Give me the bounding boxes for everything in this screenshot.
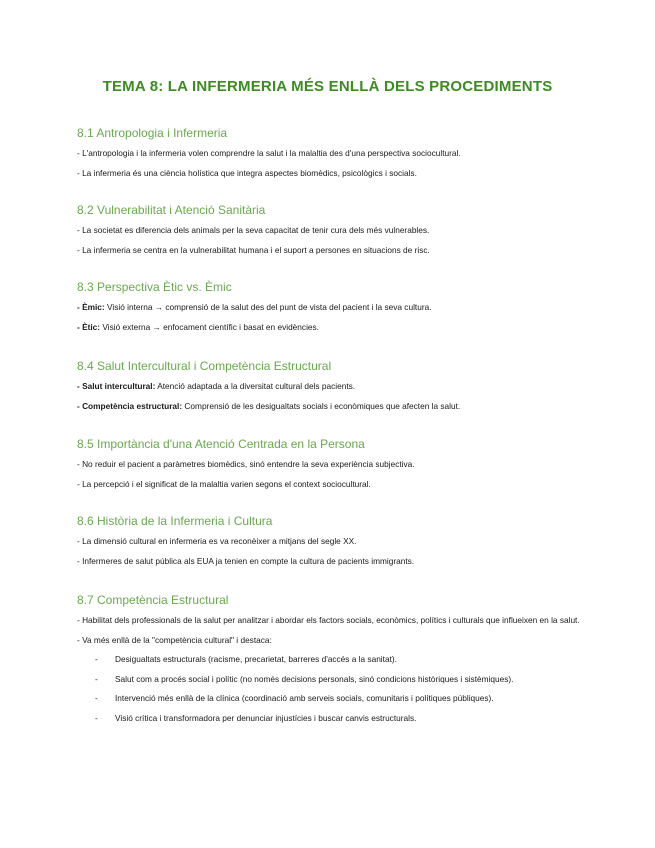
term-text: Visió externa → enfocament científic i basat en evidències. — [100, 321, 319, 332]
bullet-line — [77, 397, 582, 417]
section-8-6 — [77, 512, 582, 571]
section-heading: 8.1 Antropologia i Infermeria — [77, 126, 228, 140]
page-title: TEMA 8: LA INFERMERIA MÉS ENLLÀ DELS PROCEDIMENTS — [102, 78, 553, 95]
bullet-line: - La dimensió cultural en infermeria es va reconèixer a mitjans del segle XX. — [77, 536, 357, 546]
term-label: - Competència estructural: — [77, 400, 183, 411]
sub-item-text: Salut com a procés social i polític (no només decisions personals, sinó condicions històriques i sistèmiques). — [115, 673, 514, 684]
section-8-5 — [77, 435, 582, 494]
sub-list-item — [77, 650, 582, 670]
section-heading: 8.6 Història de la Infermeria i Cultura — [77, 514, 273, 528]
term-text: Comprensió de les desigualtats socials i econòmiques que afecten la salut. — [182, 400, 461, 411]
bullet-line: - L'antropologia i la infermeria volen comprendre la salut i la malaltia des d'una perspectiva sociocultural. — [77, 148, 461, 158]
section-8-2 — [77, 201, 582, 260]
section-heading: 8.5 Importància d'una Atenció Centrada en la Persona — [77, 437, 365, 451]
sub-item-text: Desigualtats estructurals (racisme, precarietat, barreres d'accés a la sanitat). — [115, 654, 397, 664]
sub-item-dash: - — [95, 693, 98, 703]
section-heading: 8.4 Salut Intercultural i Competència Estructural — [77, 359, 332, 373]
term-text: Visió interna → comprensió de la salut des del punt de vista del pacient i la seva cultura. — [104, 302, 432, 312]
section-heading: 8.2 Vulnerabilitat i Atenció Sanitària — [77, 203, 266, 217]
section-heading: 8.7 Competència Estructural — [77, 593, 229, 607]
sub-list-item — [77, 670, 582, 690]
bullet-line — [77, 318, 582, 338]
sub-item-text: Visió crítica i transformadora per denunciar injustícies i buscar canvis estructurals. — [115, 712, 417, 723]
bullet-line: - La infermeria és una ciència holística que integra aspectes biomèdics, psicològics i socials. — [77, 167, 417, 178]
bullet-line — [77, 298, 582, 318]
bullet-line: - Va més enllà de la "competència cultural" i destaca: — [77, 634, 272, 645]
section-8-1 — [77, 124, 582, 183]
bullet-line: - Infermeres de salut pública als EUA ja tenien en compte la cultura de pacients immigrants. — [77, 555, 415, 566]
sub-list-item — [77, 709, 582, 729]
term-label: - Èmic: — [77, 302, 105, 312]
bullet-line: - La infermeria se centra en la vulnerabilitat humana i el suport a persones en situacions de risc. — [77, 244, 430, 255]
term-label: - Salut intercultural: — [77, 381, 156, 391]
bullet-line: - La societat es diferencia dels animals per la seva capacitat de tenir cura dels més vulnerables. — [77, 225, 430, 235]
section-heading: 8.3 Perspectiva Ètic vs. Èmic — [77, 280, 232, 294]
section-8-3 — [77, 278, 582, 337]
term-text: Atenció adaptada a la diversitat cultural dels pacients. — [155, 381, 356, 391]
bullet-line — [77, 377, 582, 397]
term-label: - Ètic: — [77, 321, 101, 332]
sub-item-dash: - — [95, 654, 98, 664]
bullet-line: - Habilitat dels professionals de la salut per analitzar i abordar els factors socials, econòmics, polítics i culturals que influeixen en la salut. — [77, 615, 580, 625]
bullet-line: - La percepció i el significat de la malaltia varien segons el context sociocultural. — [77, 478, 371, 489]
sub-item-text: Intervenció més enllà de la clínica (coordinació amb serveis socials, comunitaris i polítiques públiques). — [115, 693, 494, 703]
section-8-4 — [77, 357, 582, 416]
section-8-7 — [77, 591, 582, 728]
sub-item-dash: - — [95, 712, 98, 723]
sub-list-item — [77, 689, 582, 709]
bullet-line: - No reduir el pacient a paràmetres biomèdics, sinó entendre la seva experiència subjectiva. — [77, 459, 415, 469]
sub-item-dash: - — [95, 673, 98, 684]
